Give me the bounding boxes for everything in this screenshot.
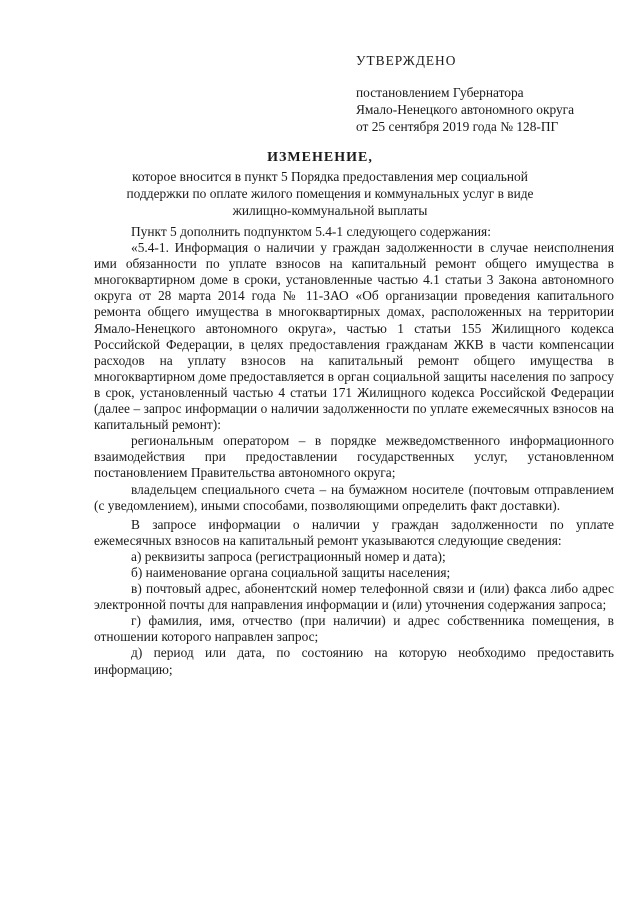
list-item: в) почтовый адрес, абонентский номер телефонной связи и (или) факса либо адрес электронной почты для направления информации и (или) уточнения содержания запроса;	[94, 581, 614, 613]
approval-title: УТВЕРЖДЕНО	[356, 53, 457, 68]
list-item: б) наименование органа социальной защиты населения;	[131, 564, 451, 580]
approval-line: от 25 сентября 2019 года № 128-ПГ	[356, 119, 559, 134]
list-item: д) период или дата, по состоянию на которую необходимо предоставить информацию;	[94, 645, 614, 677]
list-item: а) реквизиты запроса (регистрационный номер и дата);	[131, 548, 446, 564]
approval-line: Ямало-Ненецкого автономного округа	[356, 102, 575, 117]
document-body	[94, 224, 614, 678]
list-item: г) фамилия, имя, отчество (при наличии) и адрес собственника помещения, в отношении которого направлен запрос;	[94, 613, 614, 645]
paragraph: В запросе информации о наличии у граждан задолженности по уплате ежемесячных взносов на капитальный ремонт указываются следующие сведения:	[94, 516, 614, 548]
paragraph: Пункт 5 дополнить подпунктом 5.4-1 следующего содержания:	[131, 224, 491, 239]
paragraph: «5.4-1. Информация о наличии у граждан задолженности в случае неисполнения ими обязанности по уплате взносов на капитальный ремонт общего имущества в многоквартирном доме в сроки, установленные частью 4.1 статьи 3 Закона автономного округа от 28 марта 2014 года № 11-ЗАО «Об организации проведения капитального ремонта общего имущества в многоквартирных домах, расположенных на территории Ямало-Ненецкого автономного округа», частью 1 статьи 155 Жилищного кодекса Российской Федерации, в целях предоставления гражданам ЖКВ в части компенсации расходов на уплату взносов на капитальный ремонт общего имущества в многоквартирном доме предоставляется в орган социальной защиты населения по запросу в срок, установленный частью 4 статьи 171 Жилищного кодекса Российской Федерации (далее – запрос информации о наличии задолженности по уплате ежемесячных взносов на капитальный ремонт):	[94, 240, 614, 433]
approval-stamp	[356, 52, 626, 135]
paragraph: региональным оператором – в порядке межведомственного информационного взаимодействия при предоставлении государственных услуг, установленном постановлением Правительства автономного округа;	[94, 433, 614, 481]
document-title: ИЗМЕНЕНИЕ,	[267, 150, 373, 165]
document-subtitle: которое вносится в пункт 5 Порядка предоставления мер социальной поддержки по оплате жилого помещения и коммунальных услуг в виде жилищно-коммунальной выплаты	[126, 169, 534, 218]
approval-line: постановлением Губернатора	[356, 85, 524, 100]
paragraph: владельцем специального счета – на бумажном носителе (почтовым отправлением (с уведомлением), иными способами, позволяющими определить факт доставки).	[94, 481, 614, 513]
